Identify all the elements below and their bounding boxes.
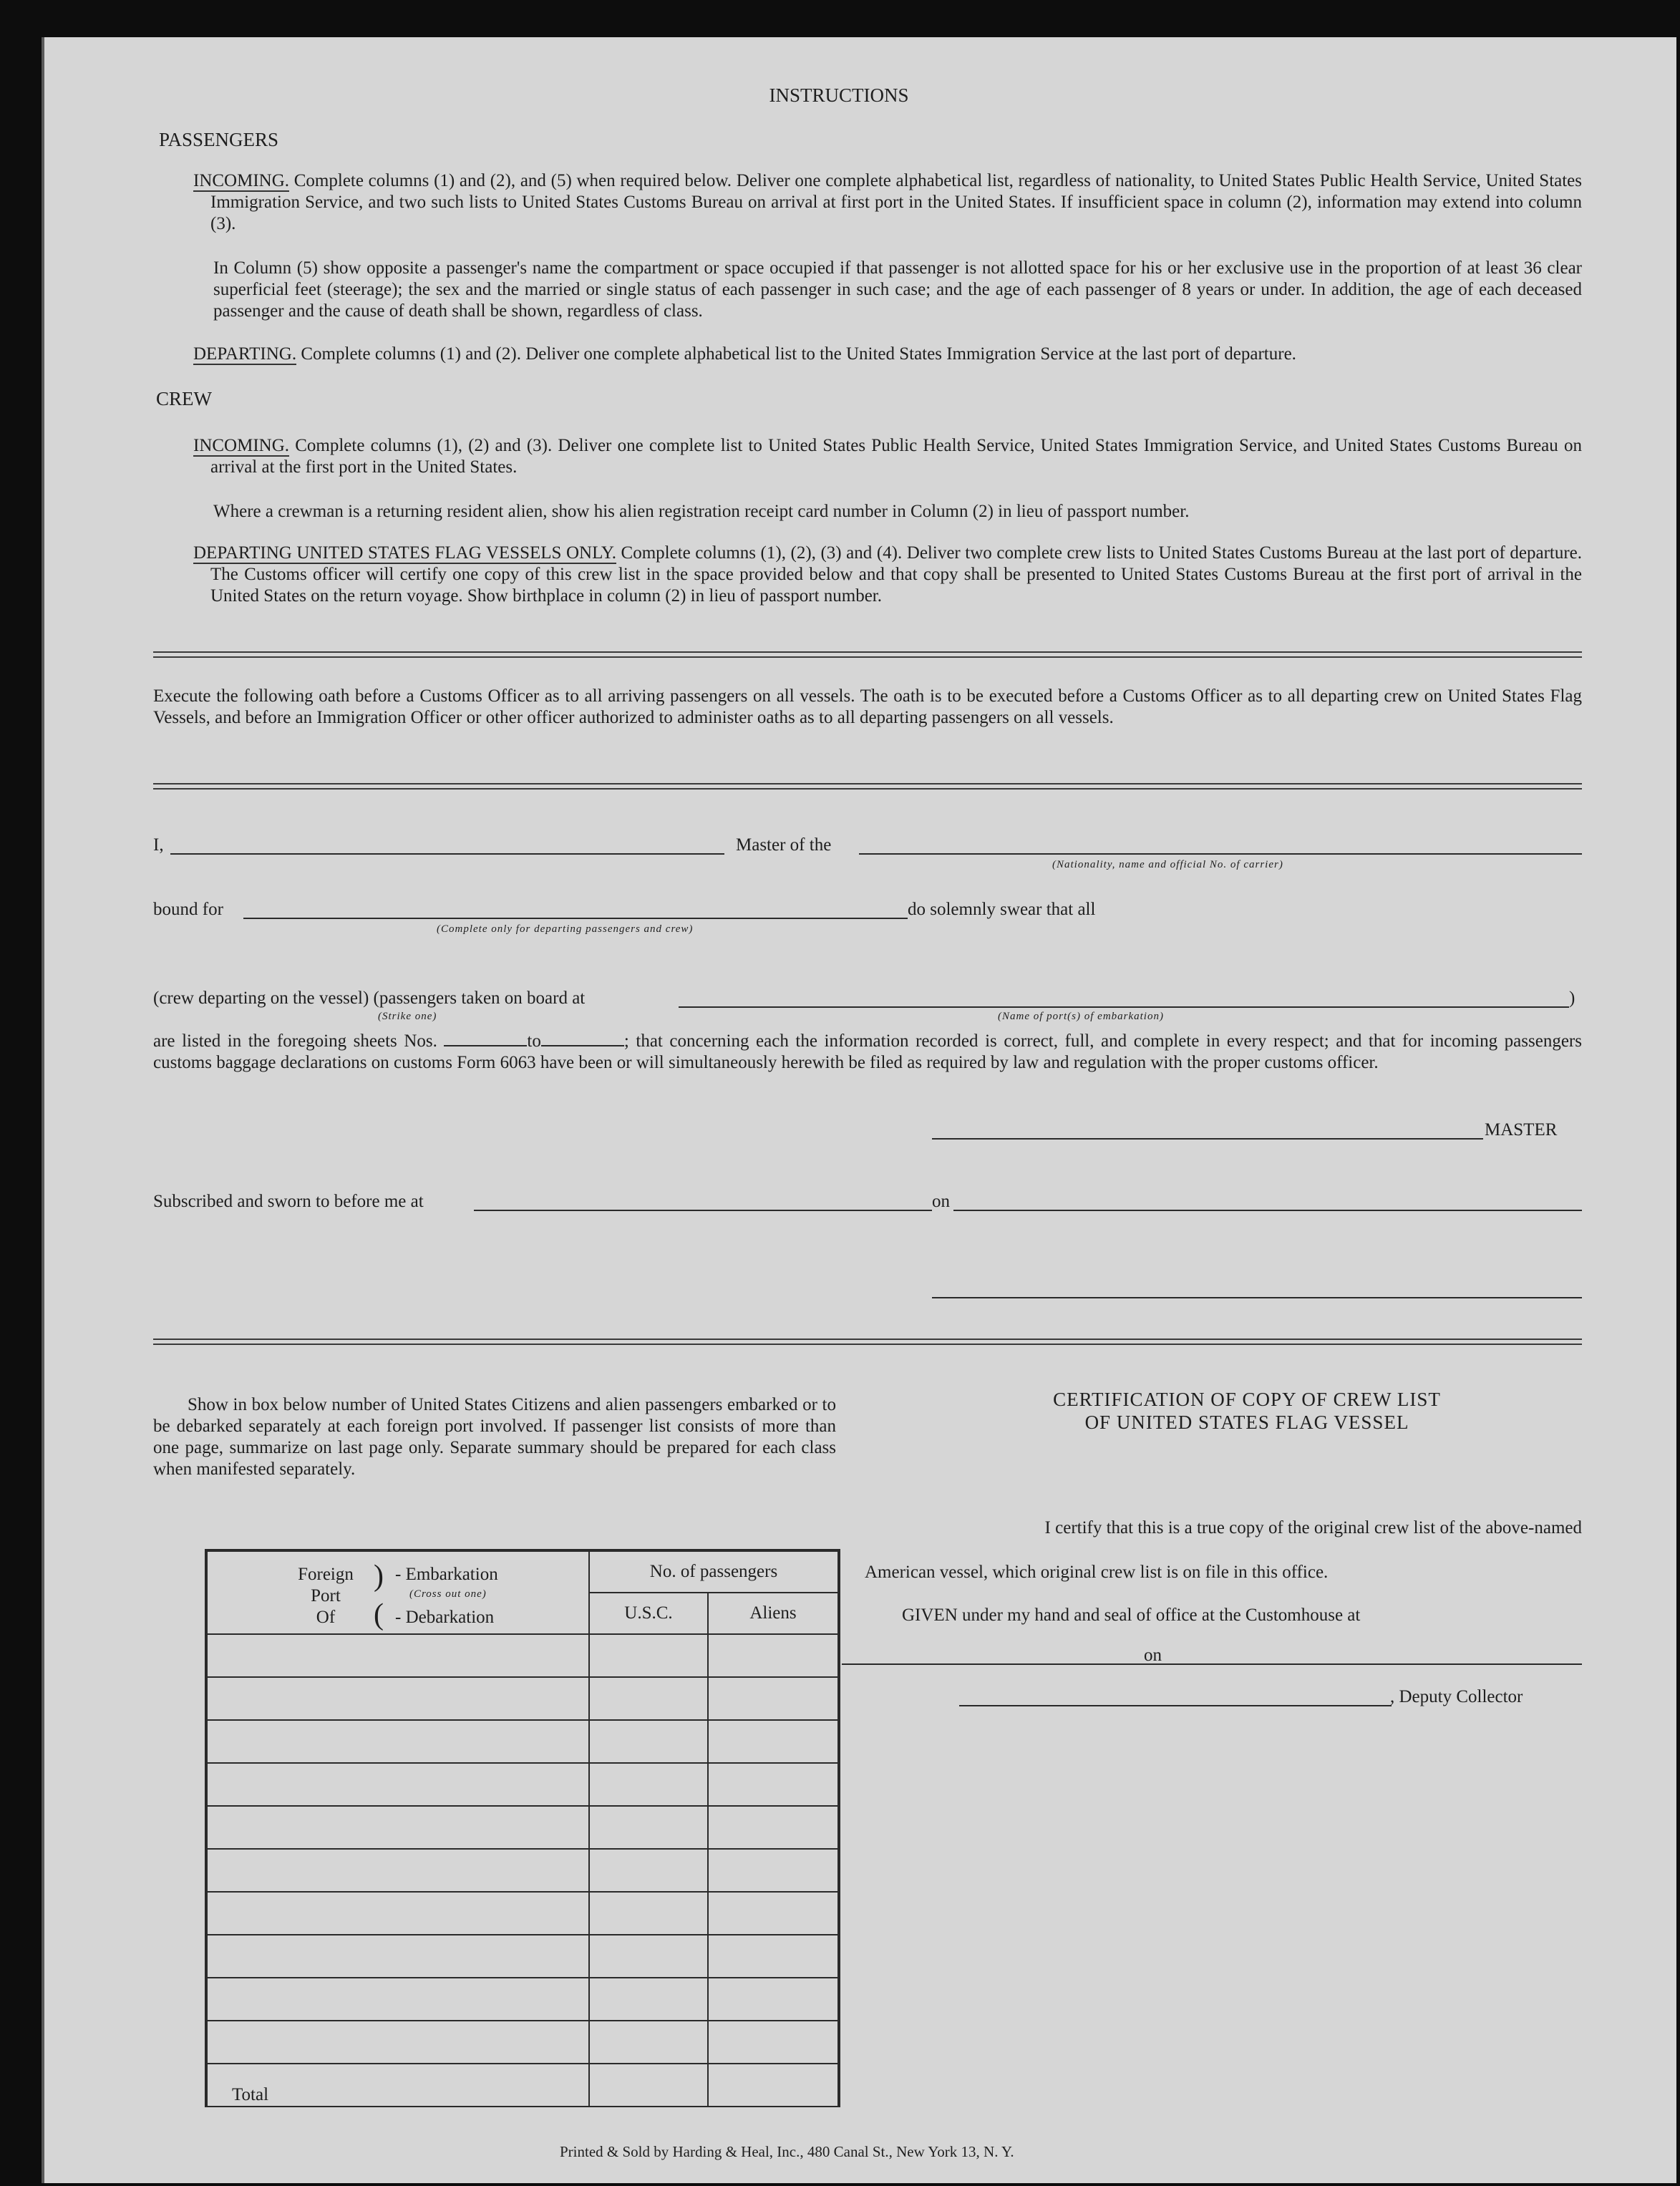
port-label: Port bbox=[311, 1586, 341, 1606]
no-of-passengers-header: No. of passengers bbox=[589, 1551, 838, 1593]
to-label: to bbox=[527, 1031, 541, 1051]
deputy-signature-field[interactable] bbox=[959, 1705, 1392, 1706]
usc-cell[interactable] bbox=[589, 1720, 708, 1763]
crew-incoming-text: Complete columns (1), (2) and (3). Deliver one complete list to United States Public Health Service, United States Immigration Service, and United States Customs Bureau on arrival at the first port in the United States. bbox=[210, 436, 1582, 477]
passengers-departing-label: DEPARTING. bbox=[193, 344, 297, 364]
aliens-cell[interactable] bbox=[708, 1935, 838, 1978]
given-text: GIVEN under my hand and seal of office at the Customhouse at bbox=[902, 1606, 1361, 1625]
usc-cell[interactable] bbox=[589, 1677, 708, 1720]
port-cell[interactable] bbox=[207, 1720, 589, 1763]
usc-total-cell[interactable] bbox=[589, 2064, 708, 2107]
master-label: MASTER bbox=[1485, 1120, 1558, 1140]
deputy-collector-label: , Deputy Collector bbox=[1390, 1687, 1523, 1706]
port-embarkation-field[interactable] bbox=[679, 1006, 1569, 1008]
port-cell[interactable] bbox=[207, 1849, 589, 1892]
total-label: Total bbox=[207, 2064, 589, 2107]
strike-one-note: (Strike one) bbox=[378, 1011, 437, 1022]
aliens-cell[interactable] bbox=[708, 1634, 838, 1677]
port-cell[interactable] bbox=[207, 1892, 589, 1935]
cert-date-field[interactable] bbox=[1165, 1663, 1582, 1665]
crew-departing-text: Complete columns (1), (2), (3) and (4). Deliver two complete crew lists to United States Customs Bureau at the last port of departure. The Customs officer will certify one copy of this crew list in the space provided below and that copy shall be presented to United States Customs Bureau at the first port of arrival in the United States on the return voyage. Show birthplace in column (2) in lieu of passport number. bbox=[210, 543, 1583, 606]
certification-title-1: CERTIFICATION OF COPY OF CREW LIST bbox=[1053, 1389, 1441, 1410]
customhouse-field[interactable] bbox=[842, 1663, 1185, 1665]
sworn-date-field[interactable] bbox=[953, 1210, 1582, 1211]
sheet-from-field[interactable] bbox=[444, 1045, 527, 1046]
close-paren: ) bbox=[1569, 988, 1575, 1008]
crew-departing-paragraph bbox=[193, 543, 1582, 607]
bound-for-label: bound for bbox=[153, 900, 223, 919]
port-cell[interactable] bbox=[207, 1935, 589, 1978]
aliens-cell[interactable] bbox=[708, 1677, 838, 1720]
passengers-column5-paragraph: In Column (5) show opposite a passenger's name the compartment or space occupied if that passenger is not allotted space for his or her exclusive use in the proportion of at least 36 clear superficial feet (steerage); the sex and the married or single status of each passenger in such case; and the age of each passenger of 8 years or under. In addition, the age of each deceased passenger and the cause of death shall be shown, regardless of class. bbox=[213, 258, 1582, 321]
aliens-header: Aliens bbox=[708, 1593, 838, 1634]
nationality-note: (Nationality, name and official No. of carrier) bbox=[1052, 859, 1283, 870]
cross-out-note: (Cross out one) bbox=[409, 1588, 487, 1600]
complete-only-note: (Complete only for departing passengers and crew) bbox=[437, 923, 694, 935]
crew-departing-label: DEPARTING UNITED STATES FLAG VESSELS ONLY. bbox=[193, 543, 616, 563]
usc-cell[interactable] bbox=[589, 1892, 708, 1935]
aliens-cell[interactable] bbox=[708, 1806, 838, 1849]
usc-cell[interactable] bbox=[589, 1935, 708, 1978]
port-cell[interactable] bbox=[207, 2021, 589, 2064]
master-name-field[interactable] bbox=[170, 853, 724, 855]
listed-text-2: ; that concerning each the information recorded is correct, full, and complete in every respect; and that for incoming passengers customs baggage declarations on customs Form 6063 have been or will simultaneously herewith be filed as required by law and regulation with the proper customs officer. bbox=[153, 1031, 1582, 1072]
usc-cell[interactable] bbox=[589, 1849, 708, 1892]
aliens-cell[interactable] bbox=[708, 1978, 838, 2021]
debarkation-label: - Debarkation bbox=[395, 1608, 495, 1627]
passengers-departing-text: Complete columns (1) and (2). Deliver one complete alphabetical list to the United States Immigration Service at the last port of departure. bbox=[301, 344, 1296, 364]
divider-1 bbox=[153, 651, 1582, 658]
usc-cell[interactable] bbox=[589, 1978, 708, 2021]
of-label: Of bbox=[316, 1608, 336, 1627]
american-text: American vessel, which original crew list is on file in this office. bbox=[865, 1563, 1329, 1582]
foreign-port-header bbox=[207, 1551, 589, 1634]
passengers-incoming-paragraph bbox=[193, 170, 1582, 235]
passengers-incoming-text: Complete columns (1) and (2), and (5) when required below. Deliver one complete alphabetical list, regardless of nationality, to United States Public Health Service, United States Immigration Service, and two such lists to United States Customs Bureau on arrival at first port in the United States. If insufficient space in column (2), information may extend into column (3). bbox=[210, 171, 1583, 233]
sworn-place-field[interactable] bbox=[474, 1210, 932, 1211]
passengers-departing-paragraph bbox=[193, 344, 1596, 365]
page-title: INSTRUCTIONS bbox=[769, 84, 909, 106]
usc-cell[interactable] bbox=[589, 2021, 708, 2064]
oath-intro: Execute the following oath before a Customs Officer as to all arriving passengers on all vessels. The oath is to be executed before a Customs Officer as to all departing crew on United States Flag Vessels, and before an Immigration Officer or other officer authorized to administer oaths as to all departing passengers on all vessels. bbox=[153, 686, 1582, 727]
usc-cell[interactable] bbox=[589, 1763, 708, 1806]
port-cell[interactable] bbox=[207, 1978, 589, 2021]
passengers-incoming-label: INCOMING. bbox=[193, 171, 290, 190]
master-signature-field[interactable] bbox=[932, 1138, 1483, 1140]
crew-departing-text: (crew departing on the vessel) (passengers taken on board at bbox=[153, 988, 586, 1008]
bound-for-field[interactable] bbox=[243, 918, 908, 919]
subscribed-label: Subscribed and sworn to before me at bbox=[153, 1192, 424, 1211]
form-sheet bbox=[42, 37, 1676, 2183]
bracket-bottom: ( bbox=[374, 1598, 384, 1631]
usc-cell[interactable] bbox=[589, 1806, 708, 1849]
printer-footer: Printed & Sold by Harding & Heal, Inc., 480 Canal St., New York 13, N. Y. bbox=[560, 2143, 1014, 2160]
listed-paragraph bbox=[153, 1031, 1582, 1074]
passengers-heading: PASSENGERS bbox=[159, 129, 279, 150]
certification-title-2: OF UNITED STATES FLAG VESSEL bbox=[1084, 1412, 1409, 1433]
aliens-cell[interactable] bbox=[708, 2021, 838, 2064]
foreign-label: Foreign bbox=[298, 1565, 354, 1584]
aliens-cell[interactable] bbox=[708, 1720, 838, 1763]
divider-2 bbox=[153, 783, 1582, 790]
aliens-total-cell[interactable] bbox=[708, 2064, 838, 2107]
oath-i-label: I, bbox=[153, 835, 164, 855]
cert-on-label: on bbox=[1144, 1646, 1162, 1665]
sworn-on-label: on bbox=[932, 1192, 950, 1211]
port-cell[interactable] bbox=[207, 1634, 589, 1677]
port-cell[interactable] bbox=[207, 1763, 589, 1806]
divider-3 bbox=[153, 1339, 1582, 1345]
passenger-summary-table bbox=[205, 1549, 840, 2107]
sheet-to-field[interactable] bbox=[541, 1045, 624, 1046]
crew-incoming-label: INCOMING. bbox=[193, 436, 290, 455]
aliens-cell[interactable] bbox=[708, 1763, 838, 1806]
carrier-field[interactable] bbox=[859, 853, 1582, 855]
port-cell[interactable] bbox=[207, 1677, 589, 1720]
crew-resident-paragraph: Where a crewman is a returning resident alien, show his alien registration receipt card number in Column (2) in lieu of passport number. bbox=[213, 502, 1190, 521]
summary-instructions: Show in box below number of United States Citizens and alien passengers embarked or to be debarked separately at each foreign port involved. If passenger list consists of more than one page, summarize on last page only. Separate summary should be prepared for each class when manifested separately. bbox=[153, 1395, 836, 1479]
master-of-the-label: Master of the bbox=[736, 835, 832, 855]
officer-signature-field[interactable] bbox=[932, 1297, 1582, 1298]
embarkation-label: - Embarkation bbox=[395, 1565, 498, 1584]
usc-header: U.S.C. bbox=[589, 1593, 708, 1634]
port-cell[interactable] bbox=[207, 1806, 589, 1849]
crew-heading: CREW bbox=[156, 388, 212, 409]
solemnly-swear-text: do solemnly swear that all bbox=[908, 900, 1096, 919]
usc-cell[interactable] bbox=[589, 1634, 708, 1677]
crew-incoming-paragraph bbox=[193, 435, 1582, 478]
bracket-top: ) bbox=[374, 1560, 384, 1593]
port-note: (Name of port(s) of embarkation) bbox=[998, 1011, 1164, 1022]
certify-text: I certify that this is a true copy of the original crew list of the above-named bbox=[1044, 1518, 1582, 1538]
listed-text-1: are listed in the foregoing sheets Nos. bbox=[153, 1031, 437, 1051]
aliens-cell[interactable] bbox=[708, 1892, 838, 1935]
aliens-cell[interactable] bbox=[708, 1849, 838, 1892]
